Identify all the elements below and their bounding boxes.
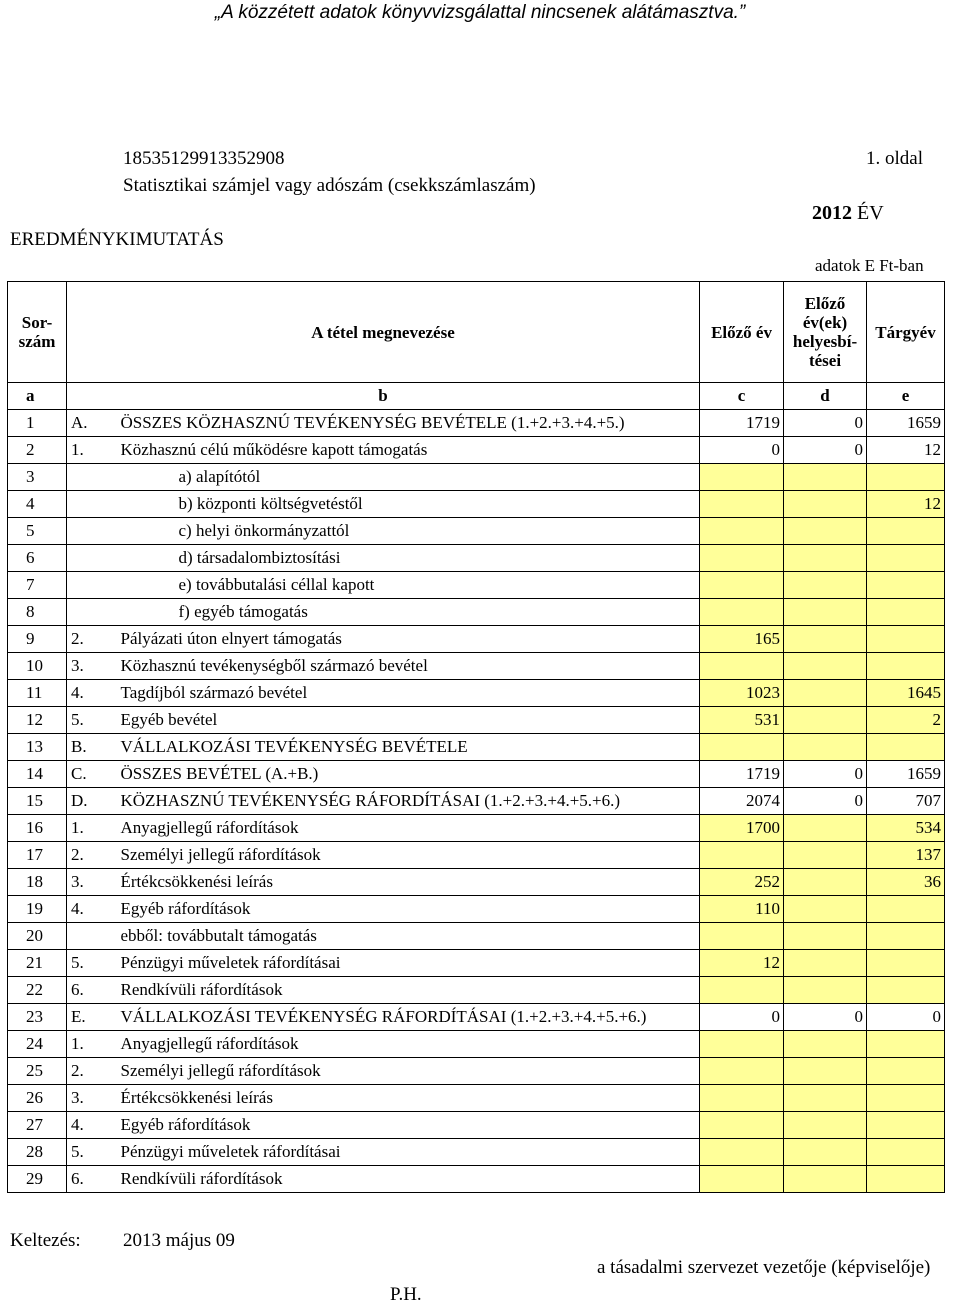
table-row xyxy=(8,923,945,950)
row-value-prev: 0 xyxy=(700,437,784,464)
row-value-prev: 1719 xyxy=(700,410,784,437)
row-number: 17 xyxy=(8,842,67,869)
row-value-curr xyxy=(867,734,945,761)
row-value-prev xyxy=(700,1112,784,1139)
row-value-curr xyxy=(867,653,945,680)
row-code: 3. xyxy=(67,869,119,896)
row-name: ÖSSZES BEVÉTEL (A.+B.) xyxy=(119,761,700,788)
row-code xyxy=(67,923,119,950)
row-number: 8 xyxy=(8,599,67,626)
row-name: Anyagjellegű ráfordítások xyxy=(119,1031,700,1058)
col-header-num xyxy=(8,282,67,383)
row-value-adj xyxy=(784,626,867,653)
table-row xyxy=(8,545,945,572)
row-name: f) egyéb támogatás xyxy=(119,599,700,626)
row-value-prev: 252 xyxy=(700,869,784,896)
row-value-prev: 531 xyxy=(700,707,784,734)
row-name: e) továbbutalási céllal kapott xyxy=(119,572,700,599)
date-value: 2013 május 09 xyxy=(123,1230,235,1251)
row-value-prev: 1023 xyxy=(700,680,784,707)
row-code: 4. xyxy=(67,680,119,707)
table-row xyxy=(8,1085,945,1112)
income-statement-table xyxy=(7,281,945,1193)
row-value-prev xyxy=(700,977,784,1004)
row-value-curr xyxy=(867,896,945,923)
row-value-prev: 165 xyxy=(700,626,784,653)
row-value-adj xyxy=(784,464,867,491)
row-value-prev: 1700 xyxy=(700,815,784,842)
table-row xyxy=(8,626,945,653)
table-row xyxy=(8,680,945,707)
row-value-curr xyxy=(867,1058,945,1085)
date-label: Keltezés: xyxy=(10,1230,81,1251)
col-header-adj xyxy=(784,282,867,383)
row-code xyxy=(67,491,119,518)
row-number: 11 xyxy=(8,680,67,707)
row-value-adj xyxy=(784,977,867,1004)
row-name: Egyéb bevétel xyxy=(119,707,700,734)
row-value-adj xyxy=(784,1031,867,1058)
row-value-curr: 36 xyxy=(867,869,945,896)
row-value-prev: 2074 xyxy=(700,788,784,815)
row-value-adj: 0 xyxy=(784,761,867,788)
row-name: Rendkívüli ráfordítások xyxy=(119,977,700,1004)
row-code: 4. xyxy=(67,896,119,923)
row-value-adj xyxy=(784,680,867,707)
row-code: A. xyxy=(67,410,119,437)
row-value-prev xyxy=(700,1139,784,1166)
row-name: Anyagjellegű ráfordítások xyxy=(119,815,700,842)
table-row xyxy=(8,491,945,518)
col-letter-b: b xyxy=(67,383,700,410)
row-value-adj xyxy=(784,599,867,626)
row-code: E. xyxy=(67,1004,119,1031)
row-value-curr: 1659 xyxy=(867,410,945,437)
document-title: EREDMÉNYKIMUTATÁS xyxy=(10,229,224,250)
row-number: 26 xyxy=(8,1085,67,1112)
row-value-curr: 12 xyxy=(867,491,945,518)
row-name: Tagdíjból származó bevétel xyxy=(119,680,700,707)
row-value-prev xyxy=(700,653,784,680)
row-value-curr xyxy=(867,1085,945,1112)
row-value-curr xyxy=(867,1166,945,1193)
row-value-adj xyxy=(784,950,867,977)
row-number: 7 xyxy=(8,572,67,599)
row-value-prev: 12 xyxy=(700,950,784,977)
row-value-adj xyxy=(784,491,867,518)
row-name: Értékcsökkenési leírás xyxy=(119,869,700,896)
row-name: Rendkívüli ráfordítások xyxy=(119,1166,700,1193)
row-number: 19 xyxy=(8,896,67,923)
year-value: 2012 xyxy=(812,202,852,224)
row-number: 27 xyxy=(8,1112,67,1139)
row-code: 4. xyxy=(67,1112,119,1139)
row-number: 3 xyxy=(8,464,67,491)
row-name: ÖSSZES KÖZHASZNÚ TEVÉKENYSÉG BEVÉTELE (1.+2.+3.+4.+5.) xyxy=(119,410,700,437)
row-number: 28 xyxy=(8,1139,67,1166)
report-year xyxy=(812,202,884,225)
disclaimer-text: „A közzétett adatok könyvvizsgálattal nincsenek alátámasztva.” xyxy=(214,2,746,23)
table-row xyxy=(8,896,945,923)
col-header-num-label: Sor- szám xyxy=(18,313,56,351)
table-row xyxy=(8,1058,945,1085)
row-name: KÖZHASZNÚ TEVÉKENYSÉG RÁFORDÍTÁSAI (1.+2.+3.+4.+5.+6.) xyxy=(119,788,700,815)
row-code xyxy=(67,599,119,626)
row-name: Pályázati úton elnyert támogatás xyxy=(119,626,700,653)
row-value-adj: 0 xyxy=(784,1004,867,1031)
row-number: 1 xyxy=(8,410,67,437)
row-value-curr xyxy=(867,1139,945,1166)
row-code: 2. xyxy=(67,626,119,653)
row-value-prev xyxy=(700,1166,784,1193)
row-name: b) központi költségvetéstől xyxy=(119,491,700,518)
col-letter-e: e xyxy=(867,383,945,410)
row-value-prev xyxy=(700,923,784,950)
row-value-curr xyxy=(867,572,945,599)
table-row xyxy=(8,734,945,761)
row-name: Pénzügyi műveletek ráfordításai xyxy=(119,1139,700,1166)
row-code: 2. xyxy=(67,842,119,869)
row-value-curr: 137 xyxy=(867,842,945,869)
units-label: adatok E Ft-ban xyxy=(815,256,924,275)
row-value-prev: 110 xyxy=(700,896,784,923)
row-value-adj xyxy=(784,734,867,761)
row-value-curr xyxy=(867,599,945,626)
table-row xyxy=(8,788,945,815)
row-code: 1. xyxy=(67,437,119,464)
row-code: 5. xyxy=(67,707,119,734)
table-row xyxy=(8,761,945,788)
row-value-prev xyxy=(700,734,784,761)
table-row xyxy=(8,1112,945,1139)
row-number: 25 xyxy=(8,1058,67,1085)
row-name: VÁLLALKOZÁSI TEVÉKENYSÉG BEVÉTELE xyxy=(119,734,700,761)
row-name: Közhasznú tevékenységből származó bevétel xyxy=(119,653,700,680)
row-code xyxy=(67,464,119,491)
row-value-prev xyxy=(700,545,784,572)
row-name: c) helyi önkormányzattól xyxy=(119,518,700,545)
table-row xyxy=(8,842,945,869)
row-value-prev xyxy=(700,464,784,491)
table-body xyxy=(8,410,945,1193)
row-name: Egyéb ráfordítások xyxy=(119,1112,700,1139)
table-row xyxy=(8,1139,945,1166)
table-row xyxy=(8,572,945,599)
row-name: d) társadalombiztosítási xyxy=(119,545,700,572)
row-value-adj xyxy=(784,842,867,869)
row-value-prev xyxy=(700,599,784,626)
row-code: B. xyxy=(67,734,119,761)
row-value-curr: 2 xyxy=(867,707,945,734)
table-row xyxy=(8,653,945,680)
row-value-adj xyxy=(784,1058,867,1085)
col-header-curr: Tárgyév xyxy=(867,282,945,383)
table-row xyxy=(8,599,945,626)
row-name: VÁLLALKOZÁSI TEVÉKENYSÉG RÁFORDÍTÁSAI (1.+2.+3.+4.+5.+6.) xyxy=(119,1004,700,1031)
row-value-prev: 0 xyxy=(700,1004,784,1031)
col-header-prev: Előző év xyxy=(700,282,784,383)
row-name: a) alapítótól xyxy=(119,464,700,491)
row-value-adj xyxy=(784,923,867,950)
table-row xyxy=(8,977,945,1004)
table-row xyxy=(8,518,945,545)
row-value-adj xyxy=(784,572,867,599)
col-letter-a: a xyxy=(8,383,67,410)
row-value-adj xyxy=(784,815,867,842)
row-code: 5. xyxy=(67,1139,119,1166)
row-value-adj xyxy=(784,896,867,923)
row-value-curr xyxy=(867,1112,945,1139)
row-value-adj xyxy=(784,869,867,896)
row-name: ebből: továbbutalt támogatás xyxy=(119,923,700,950)
row-number: 29 xyxy=(8,1166,67,1193)
row-value-adj xyxy=(784,707,867,734)
table-row xyxy=(8,950,945,977)
col-letter-c: c xyxy=(700,383,784,410)
row-code xyxy=(67,572,119,599)
row-name: Személyi jellegű ráfordítások xyxy=(119,842,700,869)
table-row xyxy=(8,707,945,734)
row-value-adj xyxy=(784,653,867,680)
row-number: 20 xyxy=(8,923,67,950)
row-number: 15 xyxy=(8,788,67,815)
column-letters-row xyxy=(8,383,945,410)
row-value-curr xyxy=(867,626,945,653)
row-code: C. xyxy=(67,761,119,788)
row-code xyxy=(67,518,119,545)
row-value-adj xyxy=(784,1112,867,1139)
row-number: 16 xyxy=(8,815,67,842)
row-name: Pénzügyi műveletek ráfordításai xyxy=(119,950,700,977)
row-number: 10 xyxy=(8,653,67,680)
row-name: Egyéb ráfordítások xyxy=(119,896,700,923)
row-code: 6. xyxy=(67,1166,119,1193)
table-row xyxy=(8,464,945,491)
row-code: 1. xyxy=(67,815,119,842)
row-value-curr: 1645 xyxy=(867,680,945,707)
table-row xyxy=(8,410,945,437)
table-row xyxy=(8,1031,945,1058)
table-row xyxy=(8,437,945,464)
row-number: 13 xyxy=(8,734,67,761)
row-number: 2 xyxy=(8,437,67,464)
row-code: 3. xyxy=(67,1085,119,1112)
row-value-adj xyxy=(784,1166,867,1193)
row-value-curr xyxy=(867,923,945,950)
row-number: 12 xyxy=(8,707,67,734)
row-value-prev xyxy=(700,518,784,545)
row-number: 21 xyxy=(8,950,67,977)
row-value-adj xyxy=(784,1139,867,1166)
row-code: 3. xyxy=(67,653,119,680)
row-value-curr xyxy=(867,977,945,1004)
row-value-prev xyxy=(700,1058,784,1085)
row-number: 4 xyxy=(8,491,67,518)
row-value-prev: 1719 xyxy=(700,761,784,788)
tax-number: 18535129913352908 xyxy=(123,148,285,169)
row-name: Személyi jellegű ráfordítások xyxy=(119,1058,700,1085)
row-number: 18 xyxy=(8,869,67,896)
row-value-curr: 12 xyxy=(867,437,945,464)
table-row xyxy=(8,869,945,896)
row-code: 6. xyxy=(67,977,119,1004)
row-value-curr: 534 xyxy=(867,815,945,842)
row-name: Közhasznú célú működésre kapott támogatás xyxy=(119,437,700,464)
row-value-adj xyxy=(784,1085,867,1112)
row-value-curr: 0 xyxy=(867,1004,945,1031)
col-header-name: A tétel megnevezése xyxy=(67,282,700,383)
row-value-curr xyxy=(867,545,945,572)
row-value-curr: 1659 xyxy=(867,761,945,788)
signature-label: a tásadalmi szervezet vezetője (képviselője) xyxy=(597,1257,931,1278)
row-value-adj xyxy=(784,545,867,572)
row-number: 14 xyxy=(8,761,67,788)
row-number: 5 xyxy=(8,518,67,545)
row-value-curr xyxy=(867,464,945,491)
row-number: 9 xyxy=(8,626,67,653)
row-code: 1. xyxy=(67,1031,119,1058)
row-value-prev xyxy=(700,491,784,518)
row-value-adj xyxy=(784,518,867,545)
year-suffix: ÉV xyxy=(857,202,884,224)
row-value-adj: 0 xyxy=(784,410,867,437)
row-code: 2. xyxy=(67,1058,119,1085)
row-value-prev xyxy=(700,1085,784,1112)
row-value-curr xyxy=(867,950,945,977)
row-value-prev xyxy=(700,572,784,599)
row-value-adj: 0 xyxy=(784,437,867,464)
row-value-prev xyxy=(700,1031,784,1058)
row-number: 24 xyxy=(8,1031,67,1058)
row-value-prev xyxy=(700,842,784,869)
row-number: 23 xyxy=(8,1004,67,1031)
row-value-curr xyxy=(867,518,945,545)
table-header-row xyxy=(8,282,945,383)
page-number: 1. oldal xyxy=(866,148,923,169)
table-row xyxy=(8,815,945,842)
row-number: 22 xyxy=(8,977,67,1004)
col-letter-d: d xyxy=(784,383,867,410)
row-code: D. xyxy=(67,788,119,815)
row-value-curr: 707 xyxy=(867,788,945,815)
col-header-adj-label: Előző év(ek) helyesbí- tései xyxy=(792,294,858,370)
table-row xyxy=(8,1166,945,1193)
row-code xyxy=(67,545,119,572)
table-row xyxy=(8,1004,945,1031)
row-value-adj: 0 xyxy=(784,788,867,815)
row-number: 6 xyxy=(8,545,67,572)
row-code: 5. xyxy=(67,950,119,977)
row-name: Értékcsökkenési leírás xyxy=(119,1085,700,1112)
row-value-curr xyxy=(867,1031,945,1058)
stamp-label: P.H. xyxy=(390,1284,422,1305)
tax-number-label: Statisztikai számjel vagy adószám (csekkszámlaszám) xyxy=(123,175,536,196)
